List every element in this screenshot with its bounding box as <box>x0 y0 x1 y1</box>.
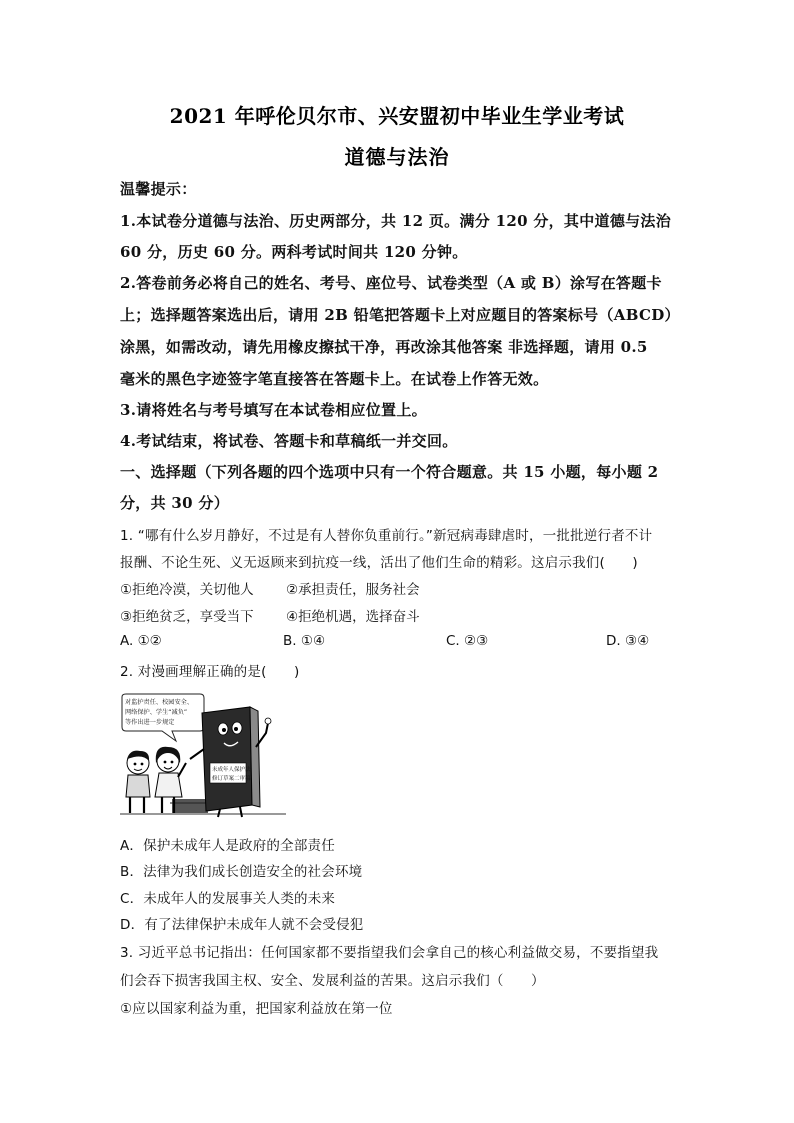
q2-stem: 2. 对漫画理解正确的是( ) <box>120 664 300 680</box>
bubble-text: 等作出进一步规定 <box>125 719 175 726</box>
q1-stem: 报酬、不论生死、义无返顾来到抗疫一线，活出了他们生命的精彩。这启示我们( ) <box>120 555 638 571</box>
q3-stem: 们会吞下损害我国主权、安全、发展利益的苦果。这启示我们（ ） <box>120 973 545 989</box>
q1-item: ③拒绝贫乏，享受当下 <box>120 609 254 625</box>
notice-line: 3.请将姓名与考号填写在本试卷相应位置上。 <box>120 401 427 419</box>
bubble-text: 对监护责任、校园安全、 <box>125 699 194 706</box>
q3-stem: 3. 习近平总书记指出：任何国家都不要指望我们会拿自己的核心利益做交易，不要指望我 <box>120 945 659 961</box>
q2-option-b: B．法律为我们成长创造安全的社会环境 <box>120 864 363 880</box>
q1-stem: 1. “哪有什么岁月静好，不过是有人替你负重前行。”新冠病毒肆虐时，一批批逆行者不计 <box>120 528 653 544</box>
q1-item: ④拒绝机遇，选择奋斗 <box>286 609 420 625</box>
q1-item: ①拒绝冷漠，关切他人 <box>120 582 254 598</box>
notice-line: 60 分，历史 60 分。两科考试时间共 120 分钟。 <box>120 243 468 261</box>
book-title: 未成年人保护法 <box>212 767 251 773</box>
notice-heading: 温馨提示： <box>120 180 197 198</box>
q1-option-a: A. ①② <box>120 633 162 649</box>
section-heading: 一、选择题（下列各题的四个选项中只有一个符合题意。共 15 小题，每小题 2 <box>120 463 659 481</box>
q2-option-c: C．未成年人的发展事关人类的未来 <box>120 891 336 907</box>
exam-title: 2021 年呼伦贝尔市、兴安盟初中毕业生学业考试 <box>169 104 625 128</box>
q1-option-c: C. ②③ <box>446 633 489 649</box>
section-heading: 分，共 30 分） <box>120 494 230 512</box>
q1-option-d: D. ③④ <box>606 633 650 649</box>
notice-line: 1.本试卷分道德与法治、历史两部分，共 12 页。满分 120 分，其中道德与法治 <box>120 212 672 230</box>
notice-line: 涂黑，如需改动，请先用橡皮擦拭干净，再改涂其他答案 非选择题，请用 0.5 <box>120 338 648 356</box>
q3-item: ①应以国家利益为重，把国家利益放在第一位 <box>120 1001 393 1017</box>
q2-option-a: A．保护未成年人是政府的全部责任 <box>120 838 335 854</box>
notice-line: 4.考试结束，将试卷、答题卡和草稿纸一并交回。 <box>120 432 458 450</box>
notice-line: 2.答卷前务必将自己的姓名、考号、座位号、试卷类型（A 或 B）涂写在答题卡 <box>120 274 662 292</box>
notice-line: 上；选择题答案选出后，请用 2B 铅笔把答题卡上对应题目的答案标号（ABCD） <box>120 306 680 324</box>
q2-option-d: D．有了法律保护未成年人就不会受侵犯 <box>120 917 364 933</box>
q1-item: ②承担责任，服务社会 <box>286 582 420 598</box>
exam-subject: 道德与法治 <box>344 145 450 169</box>
book-title: 修订草案二审稿 <box>212 776 251 782</box>
bubble-text: 网络保护、学生“减负” <box>125 709 188 716</box>
notice-line: 毫米的黑色字迹签字笔直接答在答题卡上。在试卷上作答无效。 <box>120 370 549 388</box>
q1-option-b: B. ①④ <box>283 633 326 649</box>
cartoon-image <box>120 693 286 819</box>
